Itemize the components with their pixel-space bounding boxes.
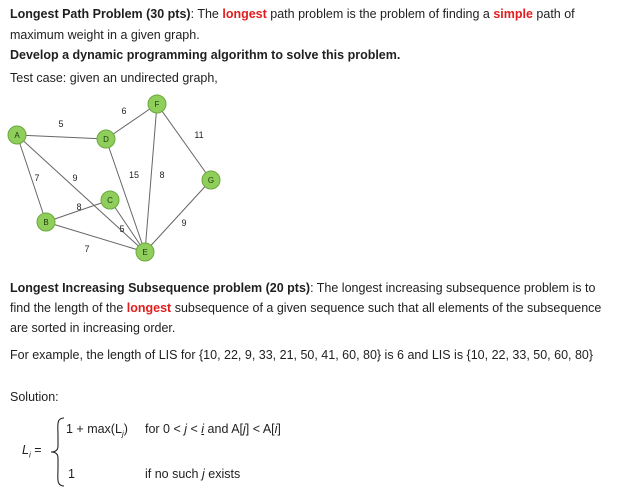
lis-highlight-longest: longest <box>126 301 172 315</box>
weight-F-E: 8 <box>159 170 165 180</box>
lis-colon: : <box>310 281 314 295</box>
formula-case1-main: 1 + max(L <box>66 422 122 436</box>
node-E-label: E <box>142 248 148 257</box>
node-C <box>101 191 119 209</box>
edge-B-E <box>46 222 145 252</box>
lpp-develop <box>10 47 400 64</box>
node-A-label: A <box>14 131 20 140</box>
cond1-i: i <box>201 422 205 436</box>
lis-recurrence <box>0 410 618 490</box>
cond1-a: for 0 < <box>145 422 185 436</box>
cond1-i2: i <box>274 422 278 436</box>
node-C-label: C <box>107 196 113 205</box>
node-D <box>97 130 115 148</box>
cond1-j: j <box>184 422 188 436</box>
node-E <box>136 243 154 261</box>
lpp-line-1 <box>10 6 575 23</box>
lis-solution: Solution: <box>10 390 59 404</box>
lpp-highlight-simple: simple <box>493 7 533 21</box>
formula-case1-expr <box>66 422 128 439</box>
edge-F-E <box>145 104 157 252</box>
formula-case1-condition <box>145 422 281 436</box>
lis-paragraph <box>10 278 610 338</box>
weight-B-E: 7 <box>84 244 90 254</box>
lis-title: Longest Increasing Subsequence problem (20 pts) <box>10 281 311 295</box>
weight-D-F: 6 <box>121 106 127 116</box>
edge-G-E <box>145 180 211 252</box>
formula-case1-close: ) <box>123 422 128 436</box>
formula-lhs <box>22 443 42 460</box>
weight-G-E: 9 <box>181 218 187 228</box>
weight-A-D: 5 <box>58 119 64 129</box>
edge-A-D <box>17 135 106 139</box>
graph-figure <box>0 84 260 274</box>
formula-case2-condition <box>145 467 240 481</box>
cond1-d: ] < A[ <box>245 422 275 436</box>
lpp-title: Longest Path Problem (30 pts) <box>10 7 191 21</box>
cond2-a: if no such <box>145 467 202 481</box>
node-B-label: B <box>43 218 49 227</box>
weight-D-E: 15 <box>128 170 140 180</box>
weight-C-E: 5 <box>119 224 125 234</box>
cond1-c: and A[ <box>204 422 244 436</box>
node-F-label: F <box>154 100 160 109</box>
lpp-line-2: maximum weight in a given graph. <box>10 28 200 42</box>
weight-B-C: 8 <box>76 202 82 212</box>
formula-equals: = <box>30 443 42 457</box>
node-F <box>148 95 166 113</box>
formula-lhs-var: L <box>22 443 29 457</box>
lpp-testcase: Test case: given an undirected graph, <box>10 71 218 85</box>
cond2-j: j <box>201 467 205 481</box>
lpp-text-b: path problem is the problem of finding a <box>266 7 494 21</box>
lpp-colon: : <box>190 7 195 21</box>
lpp-develop-text: Develop a dynamic programming algorithm to solve this problem. <box>10 48 401 62</box>
cond2-b: exists <box>204 467 241 481</box>
lpp-text-c: path of <box>532 7 575 21</box>
lpp-highlight-longest: longest <box>222 7 267 21</box>
node-A <box>8 126 26 144</box>
lis-text-b: subsequence of a given sequence such that all elements of the subsequence are sorted in increasing order. <box>10 301 602 335</box>
cond1-j2: j <box>243 422 246 436</box>
node-G <box>202 171 220 189</box>
weight-A-B: 7 <box>34 173 40 183</box>
weight-A-E: 9 <box>72 173 78 183</box>
lis-example: For example, the length of LIS for {10, 22, 9, 33, 21, 50, 41, 60, 80} is 6 and LIS is {10, 22, 33, 50, 60, 80} <box>10 348 594 362</box>
cond1-e: ] <box>277 422 281 436</box>
formula-brace <box>48 416 68 488</box>
formula-case2-expr: 1 <box>68 467 75 481</box>
lpp-text-a: The <box>194 7 223 21</box>
cond1-b: < <box>187 422 202 436</box>
node-B <box>37 213 55 231</box>
lis-text-a: The longest increasing subsequence problem is to find the length of the <box>10 281 596 315</box>
node-D-label: D <box>103 135 109 144</box>
formula-case1-sub: j <box>121 429 124 439</box>
formula-lhs-sub: i <box>28 450 31 460</box>
weight-F-G: 11 <box>194 130 204 140</box>
edge-F-G <box>157 104 211 180</box>
node-G-label: G <box>207 176 215 185</box>
